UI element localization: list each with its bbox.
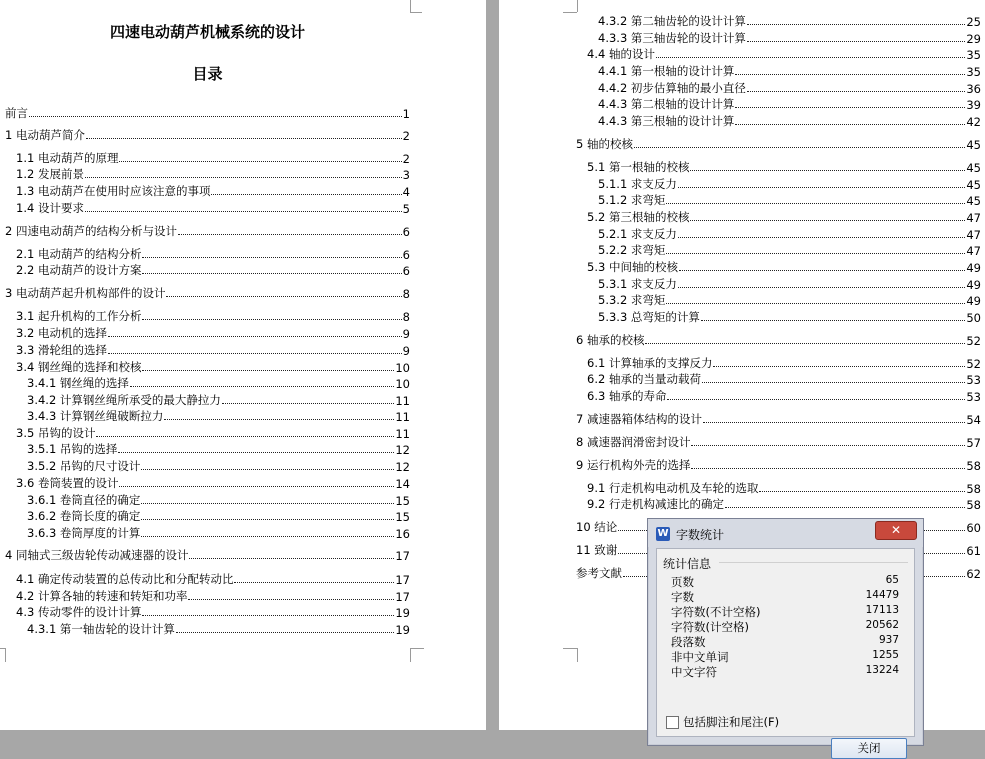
toc-leader-dots [691, 445, 965, 446]
stat-row [671, 664, 899, 679]
toc-entry-title: 4.2 计算各轴的转速和转矩和功率 [16, 589, 188, 603]
toc-entry[interactable] [598, 309, 981, 325]
toc-entry-page: 36 [966, 82, 981, 96]
toc-entry[interactable] [5, 285, 410, 301]
toc-entry-title: 5.1.1 求支反力 [598, 177, 677, 191]
toc-entry-page: 54 [966, 413, 981, 427]
stat-row [671, 589, 899, 604]
toc-leader-dots [85, 177, 402, 178]
toc-entry-page: 6 [402, 264, 410, 278]
close-dialog-button[interactable]: 关闭 [831, 738, 907, 759]
toc-entry-title: 3 电动葫芦起升机构部件的设计 [5, 286, 166, 300]
toc-entry-title: 5.1 第一根轴的校核 [587, 160, 690, 174]
toc-entry[interactable] [16, 342, 410, 358]
toc-leader-dots [141, 503, 394, 504]
toc-entry-title: 2.2 电动葫芦的设计方案 [16, 263, 142, 277]
toc-leader-dots [735, 74, 965, 75]
toc-entry[interactable] [16, 571, 410, 587]
toc-entry[interactable] [27, 375, 410, 391]
toc-entry[interactable] [16, 325, 410, 341]
toc-entry-title: 4.3.2 第二轴齿轮的设计计算 [598, 14, 746, 28]
stat-value: 65 [885, 574, 899, 586]
toc-entry-page: 47 [966, 211, 981, 225]
page-corner-mark [577, 0, 578, 12]
stat-row [671, 604, 899, 619]
toc-entry-page: 45 [966, 194, 981, 208]
toc-leader-dots [691, 468, 965, 469]
toc-leader-dots [118, 452, 394, 453]
toc-entry-page: 58 [966, 459, 981, 473]
toc-entry-title: 4.3 传动零件的设计计算 [16, 605, 142, 619]
toc-leader-dots [96, 436, 394, 437]
toc-entry-page: 17 [395, 573, 410, 587]
toc-entry-title: 9.1 行走机构电动机及车轮的选取 [587, 481, 759, 495]
toc-leader-dots [690, 170, 965, 171]
toc-entry[interactable] [598, 96, 981, 112]
toc-entry-title: 1.4 设计要求 [16, 201, 84, 215]
toc-leader-dots [166, 296, 401, 297]
toc-entry-title: 1.3 电动葫芦在使用时应该注意的事项 [16, 184, 211, 198]
toc-entry-title: 前言 [5, 106, 28, 120]
toc-leader-dots [108, 353, 402, 354]
toc-entry-title: 4 同轴式三级齿轮传动减速器的设计 [5, 548, 189, 562]
stat-value: 20562 [865, 619, 899, 631]
toc-leader-dots [747, 91, 965, 92]
toc-entry-title: 7 减速器箱体结构的设计 [576, 412, 702, 426]
toc-leader-dots [188, 599, 394, 600]
toc-entry[interactable] [598, 276, 981, 292]
toc-leader-dots [142, 370, 394, 371]
toc-entry[interactable] [5, 223, 410, 239]
toc-entry-title: 10 结论 [576, 520, 618, 534]
toc-entry[interactable] [16, 604, 410, 620]
toc-entry-page: 9 [402, 344, 410, 358]
toc-entry[interactable] [576, 332, 981, 348]
toc-entry-title: 3.1 起升机构的工作分析 [16, 309, 142, 323]
toc-entry[interactable] [576, 136, 981, 152]
toc-entry-title: 5.1.2 求弯矩 [598, 193, 666, 207]
toc-entry[interactable] [5, 105, 410, 121]
toc-entry[interactable] [598, 192, 981, 208]
toc-entry-title: 参考文献 [576, 566, 622, 580]
toc-entry-page: 19 [395, 623, 410, 637]
toc-entry-page: 12 [395, 443, 410, 457]
toc-entry-title: 1.2 发展前景 [16, 167, 84, 181]
page-corner-mark [563, 12, 577, 13]
toc-entry[interactable] [598, 242, 981, 258]
toc-leader-dots [234, 582, 394, 583]
toc-entry-page: 53 [966, 390, 981, 404]
toc-leader-dots [690, 220, 965, 221]
toc-entry-title: 3.4 钢丝绳的选择和校核 [16, 360, 142, 374]
toc-entry-page: 25 [966, 15, 981, 29]
toc-leader-dots [701, 320, 965, 321]
toc-entry-title: 2.1 电动葫芦的结构分析 [16, 247, 142, 261]
toc-entry-title: 3.5.1 吊钩的选择 [27, 442, 118, 456]
toc-entry-title: 4.3.3 第三轴齿轮的设计计算 [598, 31, 746, 45]
toc-leader-dots [666, 303, 965, 304]
toc-entry[interactable] [16, 166, 410, 182]
toc-entry[interactable] [16, 588, 410, 604]
toc-leader-dots [222, 403, 394, 404]
toc-leader-dots [747, 41, 965, 42]
toc-entry[interactable] [587, 371, 981, 387]
toc-entry[interactable] [587, 388, 981, 404]
toc-entry-title: 6.2 轴承的当量动载荷 [587, 372, 701, 386]
toc-entry[interactable] [27, 441, 410, 457]
word-count-dialog [647, 518, 924, 755]
group-divider [719, 562, 908, 563]
toc-entry[interactable] [16, 150, 410, 166]
toc-entry[interactable] [598, 80, 981, 96]
toc-entry-page: 8 [402, 310, 410, 324]
toc-leader-dots [142, 319, 401, 320]
toc-entry-title: 4.3.1 第一轴齿轮的设计计算 [27, 622, 175, 636]
toc-leader-dots [85, 211, 402, 212]
toc-leader-dots [735, 107, 965, 108]
page-corner-mark [410, 12, 422, 13]
toc-entry-title: 5.3.1 求支反力 [598, 277, 677, 291]
toc-leader-dots [678, 237, 965, 238]
toc-entry-title: 3.6 卷筒装置的设计 [16, 476, 119, 490]
toc-entry-page: 1 [402, 107, 410, 121]
toc-leader-dots [735, 124, 965, 125]
toc-entry-title: 3.6.1 卷筒直径的确定 [27, 493, 141, 507]
toc-entry-title: 4.4.3 第三根轴的设计计算 [598, 114, 735, 128]
toc-entry-title: 6.1 计算轴承的支撑反力 [587, 356, 713, 370]
toc-leader-dots [86, 138, 402, 139]
toc-entry-title: 2 四速电动葫芦的结构分析与设计 [5, 224, 177, 238]
toc-entry-title: 4.4 轴的设计 [587, 47, 655, 61]
stat-value: 937 [878, 634, 899, 646]
toc-entry-page: 11 [395, 394, 410, 408]
dialog-titlebar[interactable] [648, 519, 923, 547]
include-footnotes-checkbox[interactable] [666, 716, 679, 729]
toc-entry-title: 3.4.1 钢丝绳的选择 [27, 376, 129, 390]
stat-row [671, 619, 899, 634]
toc-entry-title: 5.3.2 求弯矩 [598, 293, 666, 307]
toc-entry[interactable] [16, 183, 410, 199]
toc-leader-dots [178, 234, 402, 235]
stat-label: 字符数(计空格) [671, 620, 749, 634]
toc-entry[interactable] [598, 226, 981, 242]
toc-entry-page: 45 [966, 161, 981, 175]
toc-entry-page: 19 [395, 606, 410, 620]
toc-entry-page: 15 [395, 510, 410, 524]
toc-entry[interactable] [598, 113, 981, 129]
toc-entry-title: 3.4.3 计算钢丝绳破断拉力 [27, 409, 164, 423]
toc-entry-page: 58 [966, 482, 981, 496]
stat-label: 段落数 [671, 635, 706, 649]
toc-leader-dots [666, 253, 965, 254]
toc-entry[interactable] [27, 525, 410, 541]
toc-leader-dots [142, 273, 401, 274]
document-page-left [0, 0, 486, 730]
toc-entry-page: 45 [966, 138, 981, 152]
toc-entry-title: 1.1 电动葫芦的原理 [16, 151, 119, 165]
toc-entry-page: 60 [966, 521, 981, 535]
toc-entry-page: 12 [395, 460, 410, 474]
toc-entry-title: 5.2.2 求弯矩 [598, 243, 666, 257]
toc-entry[interactable] [27, 621, 410, 637]
stat-row [671, 634, 899, 649]
page-corner-mark [577, 648, 578, 662]
toc-entry[interactable] [598, 292, 981, 308]
toc-leader-dots [645, 343, 965, 344]
stats-group-label: 统计信息 [663, 557, 712, 571]
toc-entry-title: 4.1 确定传动装置的总传动比和分配转动比 [16, 572, 234, 586]
toc-entry-page: 11 [395, 410, 410, 424]
page-corner-mark [410, 648, 411, 662]
toc-entry[interactable] [587, 355, 981, 371]
toc-entry-title: 4.4.2 初步估算轴的最小直径 [598, 81, 746, 95]
toc-entry[interactable] [598, 30, 981, 46]
toc-entry-page: 14 [395, 477, 410, 491]
toc-entry-page: 2 [402, 152, 410, 166]
toc-leader-dots [634, 147, 965, 148]
toc-entry[interactable] [587, 496, 981, 512]
toc-entry-page: 53 [966, 373, 981, 387]
toc-leader-dots [130, 386, 394, 387]
toc-entry[interactable] [16, 246, 410, 262]
toc-entry[interactable] [5, 547, 410, 563]
toc-entry-page: 47 [966, 244, 981, 258]
toc-entry-title: 4.4.3 第二根轴的设计计算 [598, 97, 735, 111]
toc-entry-page: 6 [402, 225, 410, 239]
toc-leader-dots [176, 632, 394, 633]
toc-entry[interactable] [27, 392, 410, 408]
toc-entry-page: 47 [966, 228, 981, 242]
toc-entry[interactable] [576, 457, 981, 473]
toc-leader-dots [29, 116, 402, 117]
toc-leader-dots [189, 558, 394, 559]
toc-entry-page: 52 [966, 357, 981, 371]
wps-writer-icon: W [657, 528, 669, 539]
toc-heading: 目录 [192, 65, 223, 83]
toc-entry[interactable] [587, 480, 981, 496]
toc-entry-page: 50 [966, 311, 981, 325]
toc-entry-title: 9.2 行走机构减速比的确定 [587, 497, 724, 511]
toc-entry[interactable] [27, 508, 410, 524]
stat-value: 17113 [865, 604, 899, 616]
page-corner-mark [563, 648, 577, 649]
toc-entry-page: 6 [402, 248, 410, 262]
toc-entry-title: 3.6.3 卷筒厚度的计算 [27, 526, 141, 540]
toc-entry-title: 5.3.3 总弯矩的计算 [598, 310, 700, 324]
toc-entry[interactable] [16, 475, 410, 491]
toc-entry[interactable] [598, 176, 981, 192]
include-footnotes-label[interactable]: 包括脚注和尾注(F) [683, 715, 780, 729]
toc-leader-dots [141, 519, 394, 520]
toc-leader-dots [141, 536, 394, 537]
toc-entry-page: 5 [402, 202, 410, 216]
toc-leader-dots [666, 203, 965, 204]
toc-entry-page: 35 [966, 65, 981, 79]
stat-row [671, 649, 899, 664]
document-title: 四速电动葫芦机械系统的设计 [109, 23, 305, 41]
toc-entry-page: 17 [395, 549, 410, 563]
toc-entry[interactable] [598, 13, 981, 29]
toc-entry-page: 11 [395, 427, 410, 441]
toc-entry-title: 1 电动葫芦简介 [5, 128, 85, 142]
toc-entry-page: 3 [402, 168, 410, 182]
toc-entry[interactable] [587, 259, 981, 275]
toc-entry-title: 5.2.1 求支反力 [598, 227, 677, 241]
toc-entry-title: 3.3 滑轮组的选择 [16, 343, 107, 357]
toc-entry-page: 49 [966, 278, 981, 292]
toc-entry[interactable] [587, 209, 981, 225]
toc-entry-page: 9 [402, 327, 410, 341]
toc-leader-dots [667, 399, 965, 400]
toc-entry[interactable] [27, 492, 410, 508]
toc-leader-dots [119, 161, 401, 162]
toc-entry-title: 5.3 中间轴的校核 [587, 260, 678, 274]
toc-entry[interactable] [576, 434, 981, 450]
toc-entry-title: 4.4.1 第一根轴的设计计算 [598, 64, 735, 78]
toc-entry-title: 9 运行机构外壳的选择 [576, 458, 691, 472]
toc-leader-dots [142, 615, 394, 616]
toc-entry-page: 2 [402, 129, 410, 143]
toc-entry[interactable] [5, 127, 410, 143]
toc-leader-dots [747, 24, 965, 25]
toc-entry-page: 45 [966, 178, 981, 192]
toc-entry-title: 11 致谢 [576, 543, 618, 557]
page-corner-mark [410, 0, 421, 12]
toc-entry[interactable] [16, 262, 410, 278]
toc-entry-title: 6.3 轴承的寿命 [587, 389, 667, 403]
dialog-body [656, 548, 915, 755]
toc-leader-dots [141, 469, 394, 470]
toc-leader-dots [679, 270, 965, 271]
toc-entry-page: 10 [395, 361, 410, 375]
toc-entry-title: 3.5.2 吊钩的尺寸设计 [27, 459, 141, 473]
stat-value: 13224 [865, 664, 899, 676]
toc-entry-page: 17 [395, 590, 410, 604]
toc-entry-page: 57 [966, 436, 981, 450]
toc-entry[interactable] [16, 359, 410, 375]
toc-entry[interactable] [587, 46, 981, 62]
stat-label: 非中文单词 [671, 650, 729, 664]
close-icon: ✕ [890, 523, 902, 537]
toc-entry-page: 39 [966, 98, 981, 112]
toc-entry-page: 8 [402, 287, 410, 301]
stat-label: 字数 [671, 590, 694, 604]
toc-entry-title: 3.5 吊钩的设计 [16, 426, 96, 440]
toc-entry-page: 49 [966, 294, 981, 308]
toc-leader-dots [703, 422, 965, 423]
toc-entry-title: 5.2 第三根轴的校核 [587, 210, 690, 224]
toc-entry[interactable] [16, 200, 410, 216]
toc-entry[interactable] [27, 408, 410, 424]
toc-entry[interactable] [598, 63, 981, 79]
stat-value: 14479 [865, 589, 899, 601]
toc-leader-dots [702, 382, 965, 383]
toc-entry[interactable] [16, 425, 410, 441]
stat-label: 字符数(不计空格) [671, 605, 761, 619]
toc-entry-title: 3.2 电动机的选择 [16, 326, 107, 340]
toc-entry-page: 49 [966, 261, 981, 275]
toc-leader-dots [725, 507, 965, 508]
page-corner-mark [410, 648, 424, 649]
toc-entry-page: 15 [395, 494, 410, 508]
toc-leader-dots [119, 486, 394, 487]
toc-entry[interactable] [576, 411, 981, 427]
toc-entry-title: 5 轴的校核 [576, 137, 633, 151]
toc-entry-page: 10 [395, 377, 410, 391]
toc-entry-page: 16 [395, 527, 410, 541]
toc-leader-dots [142, 257, 401, 258]
page-corner-mark [0, 0, 1, 1]
dialog-close-button[interactable] [875, 521, 917, 540]
toc-leader-dots [678, 187, 965, 188]
toc-entry-title: 3.4.2 计算钢丝绳所承受的最大静拉力 [27, 393, 221, 407]
stat-value: 1255 [872, 649, 899, 661]
toc-entry-page: 52 [966, 334, 981, 348]
toc-entry-page: 58 [966, 498, 981, 512]
toc-leader-dots [211, 194, 401, 195]
toc-entry-page: 4 [402, 185, 410, 199]
stat-row [671, 574, 899, 589]
toc-leader-dots [678, 287, 965, 288]
toc-entry[interactable] [16, 308, 410, 324]
toc-entry-title: 6 轴承的校核 [576, 333, 645, 347]
stat-label: 中文字符 [671, 665, 717, 679]
toc-entry[interactable] [587, 159, 981, 175]
toc-entry-page: 29 [966, 32, 981, 46]
toc-leader-dots [656, 57, 965, 58]
toc-leader-dots [164, 419, 394, 420]
toc-leader-dots [108, 336, 402, 337]
toc-entry-title: 8 减速器润滑密封设计 [576, 435, 691, 449]
toc-leader-dots [759, 491, 965, 492]
toc-entry-page: 35 [966, 48, 981, 62]
toc-entry-page: 42 [966, 115, 981, 129]
dialog-title: 字数统计 [676, 528, 725, 542]
toc-entry-page: 61 [966, 544, 981, 558]
stat-label: 页数 [671, 575, 694, 589]
toc-leader-dots [713, 366, 965, 367]
toc-entry-title: 3.6.2 卷筒长度的确定 [27, 509, 141, 523]
toc-entry-page: 62 [966, 567, 981, 581]
toc-entry[interactable] [27, 458, 410, 474]
page-corner-mark [5, 648, 6, 662]
